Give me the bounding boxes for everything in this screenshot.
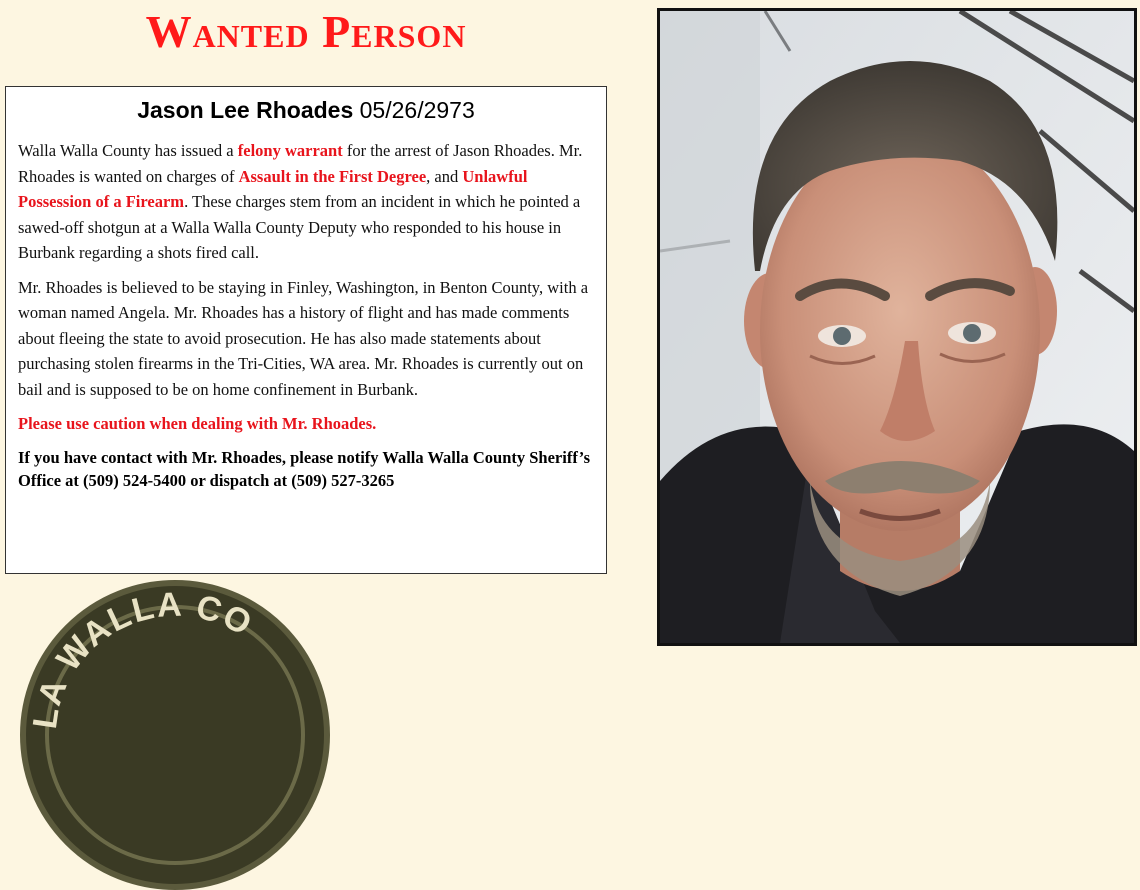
seal-text: LA WALLA CO (26, 586, 260, 732)
subject-name-line (18, 97, 594, 124)
wanted-person-headline: Wanted Person (145, 6, 467, 57)
suspect-portrait-image (660, 11, 1134, 643)
charge-highlight: Assault in the First Degree (238, 166, 427, 186)
warrant-text: Walla Walla County has issued a (18, 141, 238, 160)
charge-highlight: Unlawful Possession of a Firearm (18, 166, 528, 211)
warrant-text: . These charges stem from an incident in which he pointed a sawed-off shotgun at a Walla Walla County Deputy who responded to his house in Burbank regarding a shots fired call. (18, 192, 581, 262)
suspect-photo (657, 8, 1137, 646)
charge-highlight: felony warrant (237, 141, 343, 160)
sheriff-seal (20, 580, 330, 890)
warrant-text: , and (426, 166, 463, 186)
warrant-paragraph (18, 138, 594, 266)
warrant-text: for the arrest of Jason Rhoades. Mr. Rhoades is wanted on charges of (18, 141, 583, 186)
contact-notice: If you have contact with Mr. Rhoades, please notify Walla Walla County Sheriff’s Office at (509) 524-5400 or dispatch at (509) 527-3265 (18, 447, 591, 490)
subject-dob: 05/26/2973 (359, 97, 475, 123)
subject-name: Jason Lee Rhoades (137, 97, 354, 123)
seal-graphic (26, 586, 324, 884)
caution-notice: Please use caution when dealing with Mr. Rhoades. (18, 414, 377, 433)
suspect-info-box (5, 86, 607, 574)
whereabouts-paragraph: Mr. Rhoades is believed to be staying in Finley, Washington, in Benton County, with a woman named Angela. Mr. Rhoades has a history of flight and has made comments about fleeing the state to avoid prosecution. He has also made statements about purchasing stolen firearms in the Tri-Cities, WA area. Mr. Rhoades is currently out on bail and is supposed to be on home confinement in Burbank. (18, 277, 589, 399)
